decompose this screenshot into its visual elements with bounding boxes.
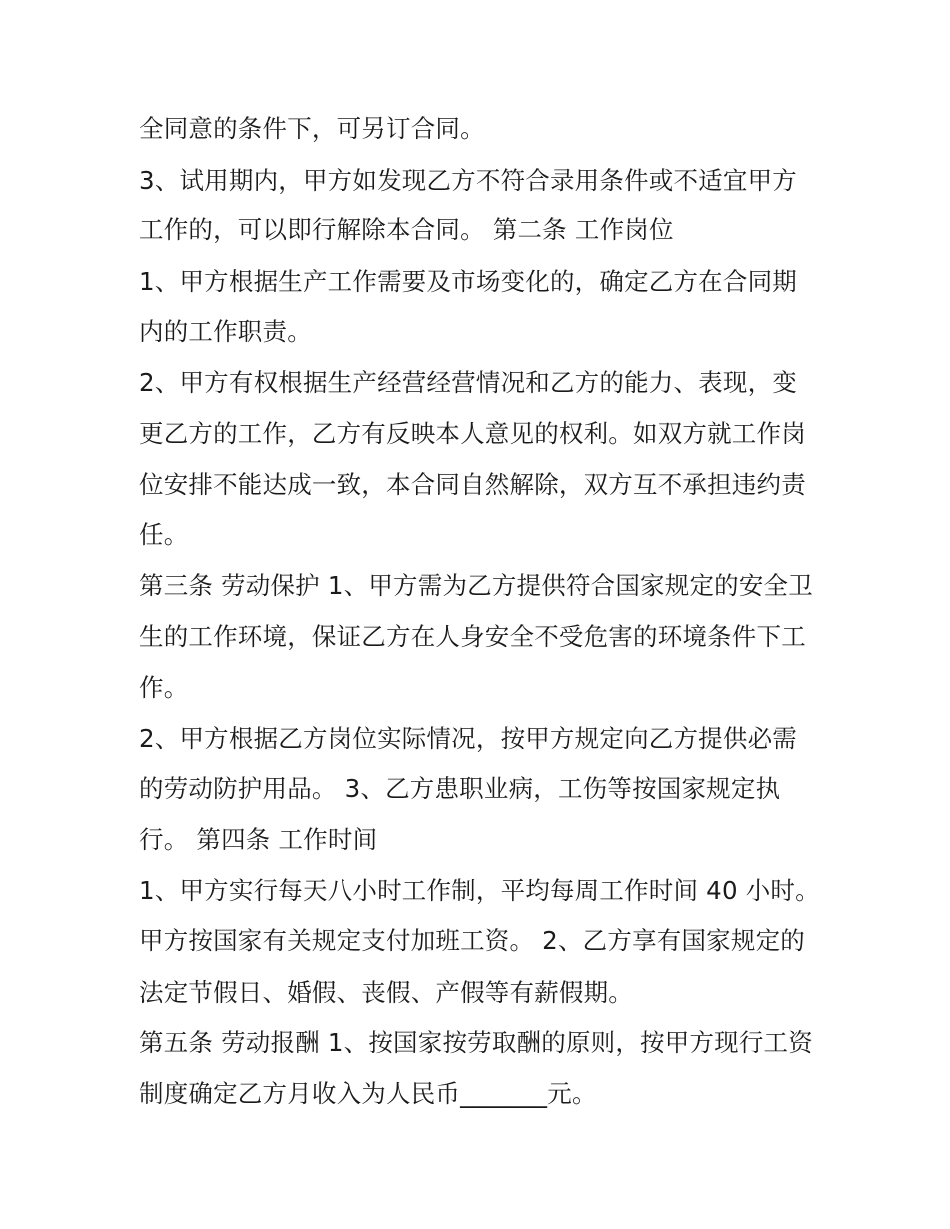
text-line: 1、甲方实行每天八小时工作制，平均每周工作时间 40 小时。 <box>139 876 820 905</box>
text-line: 工作的，可以即行解除本合同。 第二条 工作岗位 <box>139 215 674 244</box>
text-line: 3、试用期内，甲方如发现乙方不符合录用条件或不适宜甲方 <box>139 166 797 195</box>
text-line: 位安排不能达成一致，本合同自然解除，双方互不承担违约责 <box>139 470 806 499</box>
text-line: 2、甲方有权根据生产经营经营情况和乙方的能力、表现，变 <box>139 368 797 397</box>
text-line: 第三条 劳动保护 1、甲方需为乙方提供符合国家规定的安全卫 <box>139 571 813 600</box>
text-line: 1、甲方根据生产工作需要及市场变化的，确定乙方在合同期 <box>139 267 797 296</box>
text-line: 行。 第四条 工作时间 <box>139 825 378 854</box>
text-line: 任。 <box>139 520 189 549</box>
text-line: 作。 <box>139 673 189 702</box>
text-line: 法定节假日、婚假、丧假、产假等有薪假期。 <box>139 978 633 1007</box>
text-line: 生的工作环境，保证乙方在人身安全不受危害的环境条件下工 <box>139 622 806 651</box>
text-line: 更乙方的工作，乙方有反映本人意见的权利。如双方就工作岗 <box>139 419 806 448</box>
text-line: 内的工作职责。 <box>139 317 312 346</box>
text-line: 的劳动防护用品。 3、乙方患职业病，工伤等按国家规定执 <box>139 774 781 803</box>
text-line: 2、甲方根据乙方岗位实际情况，按甲方规定向乙方提供必需 <box>139 724 797 753</box>
text-line: 第五条 劳动报酬 1、按国家按劳取酬的原则，按甲方现行工资 <box>139 1028 813 1057</box>
text-line: 全同意的条件下，可另订合同。 <box>139 114 485 143</box>
text-line: 制度确定乙方月收入为人民币_______元。 <box>139 1079 597 1108</box>
text-line: 甲方按国家有关规定支付加班工资。 2、乙方享有国家规定的 <box>139 926 805 955</box>
